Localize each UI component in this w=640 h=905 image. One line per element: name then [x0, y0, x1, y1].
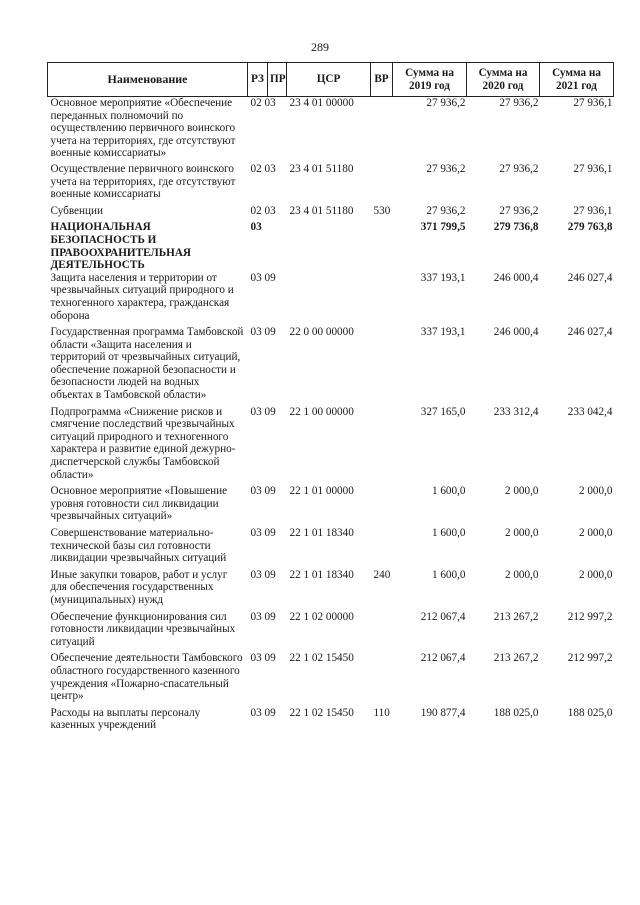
table-row: [48, 707, 614, 732]
row-name: Защита населения и территории от чрезвычайных ситуаций природного и техногенного характера, гражданская оборона: [50, 271, 234, 322]
table-row: [48, 97, 614, 160]
row-vr: [371, 406, 393, 482]
table-row: [48, 569, 614, 607]
row-name: Государственная программа Тамбовской области «Защита населения и территорий от чрезвычайных ситуаций, обеспечение пожарной безопасности и безопасности людей на водных объектах в Тамбовской области»: [50, 326, 244, 402]
row-name: НАЦИОНАЛЬНАЯ БЕЗОПАСНОСТЬ И ПРАВООХРАНИТЕЛЬНАЯ ДЕЯТЕЛЬНОСТЬ: [50, 221, 192, 272]
table-row: [48, 527, 614, 565]
row-name: Подпрограмма «Снижение рисков и смягчение последствий чрезвычайных ситуаций природного и техногенного характера и развитие единой дежурно-диспетчерской службы Тамбовской области»: [50, 405, 236, 481]
row-csr: [287, 272, 371, 322]
row-sum-2019: 27 936,2: [426, 204, 466, 217]
row-sum-2020: 213 267,2: [493, 652, 539, 665]
row-sum-2019: 1 600,0: [431, 527, 466, 539]
row-sum-2019: 212 067,4: [420, 652, 466, 665]
row-sum-2019: 1 600,0: [431, 485, 466, 498]
row-csr: 22 1 01 00000: [289, 485, 354, 498]
row-name: Расходы на выплаты персоналу казенных учреждений: [50, 706, 201, 732]
row-csr: 22 1 02 15450: [289, 706, 354, 719]
row-name: Обеспечение функционирования сил готовности ликвидации чрезвычайных ситуаций: [50, 610, 236, 648]
header-sum-2021: Сумма на 2021 год: [540, 63, 614, 97]
row-csr: 23 4 01 00000: [289, 97, 354, 109]
row-sum-2021: 279 763,8: [567, 221, 613, 234]
table-row: [48, 611, 614, 649]
row-sum-2021: 246 027,4: [567, 326, 613, 339]
row-vr: [371, 163, 393, 201]
row-vr: [371, 652, 393, 702]
row-vr: 110: [373, 706, 390, 719]
row-name: Иные закупки товаров, работ и услуг для обеспечения государственных (муниципальных) нужд: [50, 568, 228, 606]
row-csr: 22 1 02 00000: [289, 610, 354, 623]
budget-table: [47, 62, 614, 732]
header-sum-2019: Сумма на 2019 год: [393, 63, 467, 97]
table-row: [48, 326, 614, 402]
row-sum-2021: 27 936,1: [573, 204, 613, 217]
table-row: [48, 163, 614, 201]
row-sum-2021: 212 997,2: [567, 610, 613, 623]
table-row: [48, 406, 614, 482]
row-rz-pr: 02 03: [250, 97, 276, 109]
row-name: Совершенствование материально-технической базы сил готовности ликвидации чрезвычайных ситуаций: [50, 527, 227, 565]
row-vr: [371, 527, 393, 565]
header-rz: РЗ: [248, 63, 268, 97]
row-sum-2019: 212 067,4: [420, 610, 466, 623]
row-csr: 23 4 01 51180: [289, 162, 354, 175]
row-csr: 23 4 01 51180: [289, 204, 354, 217]
row-rz-pr: 03 09: [250, 485, 276, 498]
row-sum-2020: 233 312,4: [493, 405, 539, 418]
row-sum-2020: 27 936,2: [499, 162, 539, 175]
row-sum-2020: 27 936,2: [499, 204, 539, 217]
table-row: [48, 221, 614, 271]
row-sum-2020: 279 736,8: [493, 221, 539, 234]
row-sum-2019: 27 936,2: [426, 97, 466, 109]
page-number: 289: [311, 40, 329, 54]
row-csr: 22 0 00 00000: [289, 326, 354, 339]
row-sum-2020: 213 267,2: [493, 610, 539, 623]
row-rz-pr: 03 09: [250, 527, 276, 539]
row-name: Обеспечение деятельности Тамбовского областного государственного казенного учреждения «Пожарно-спасательный центр»: [50, 652, 243, 703]
row-vr: [371, 272, 393, 322]
row-name: Основное мероприятие «Повышение уровня готовности сил ликвидации чрезвычайных ситуаций»: [50, 485, 228, 523]
row-sum-2019: 327 165,0: [420, 405, 466, 418]
row-csr: 22 1 01 18340: [289, 527, 354, 539]
row-sum-2021: 27 936,1: [573, 97, 613, 109]
row-sum-2019: 190 877,4: [420, 706, 466, 719]
row-vr: [371, 221, 393, 271]
row-sum-2021: 233 042,4: [567, 405, 613, 418]
row-sum-2021: 2 000,0: [578, 527, 613, 539]
row-vr: [371, 97, 393, 160]
row-sum-2020: 27 936,2: [499, 97, 539, 109]
row-csr: 22 1 01 18340: [289, 568, 354, 581]
row-rz-pr: 03 09: [250, 405, 276, 418]
row-sum-2021: 2 000,0: [578, 485, 613, 498]
row-vr: [371, 611, 393, 649]
table-row: [48, 485, 614, 523]
row-sum-2020: 2 000,0: [504, 527, 539, 539]
row-rz-pr: 03 09: [250, 271, 276, 284]
row-csr: [287, 221, 371, 271]
table-body: [48, 97, 614, 732]
row-csr: 22 1 02 15450: [289, 652, 354, 665]
row-sum-2021: 246 027,4: [567, 271, 613, 284]
header-sum-2020: Сумма на 2020 год: [467, 63, 540, 97]
row-vr: [371, 326, 393, 402]
header-name: Наименование: [48, 63, 248, 97]
header-csr: ЦСР: [287, 63, 371, 97]
row-sum-2020: 246 000,4: [493, 326, 539, 339]
row-name: Осуществление первичного воинского учета на территориях, где отсутствуют военные комиссариаты: [50, 162, 236, 201]
table-header: [48, 63, 614, 97]
row-vr: 240: [373, 568, 391, 581]
row-sum-2019: 337 193,1: [420, 326, 466, 339]
row-name: Субвенции: [50, 204, 103, 217]
table-row: [48, 205, 614, 218]
table-row: [48, 272, 614, 322]
row-sum-2020: 2 000,0: [504, 568, 539, 581]
row-sum-2019: 337 193,1: [420, 271, 466, 284]
row-sum-2019: 371 799,5: [420, 221, 466, 234]
row-sum-2019: 1 600,0: [431, 568, 466, 581]
row-rz-pr: 03 09: [250, 568, 276, 581]
row-vr: [371, 485, 393, 523]
table-row: [48, 652, 614, 702]
row-sum-2020: 246 000,4: [493, 271, 539, 284]
row-sum-2021: 212 997,2: [567, 652, 613, 665]
row-rz-pr: 03 09: [250, 610, 276, 623]
row-name: Основное мероприятие «Обеспечение переданных полномочий по осуществлению первичного воинского учета на территориях, где отсутствуют военные комиссариаты»: [50, 97, 236, 160]
row-sum-2020: 2 000,0: [504, 485, 539, 498]
header-pr: ПР: [268, 63, 287, 97]
row-csr: 22 1 00 00000: [289, 405, 354, 418]
row-sum-2021: 2 000,0: [578, 568, 613, 581]
row-rz-pr: 03 09: [250, 326, 276, 339]
row-sum-2021: 188 025,0: [567, 706, 613, 719]
row-sum-2019: 27 936,2: [426, 162, 466, 175]
row-sum-2020: 188 025,0: [493, 706, 539, 719]
row-rz-pr: 02 03: [250, 162, 276, 175]
row-rz-pr: 03 09: [250, 652, 276, 665]
row-rz-pr: 03: [250, 221, 262, 234]
row-sum-2021: 27 936,1: [573, 162, 613, 175]
header-vr: ВР: [371, 63, 393, 97]
row-rz-pr: 02 03: [250, 204, 276, 217]
row-vr: 530: [373, 204, 391, 217]
row-rz-pr: 03 09: [250, 706, 276, 719]
